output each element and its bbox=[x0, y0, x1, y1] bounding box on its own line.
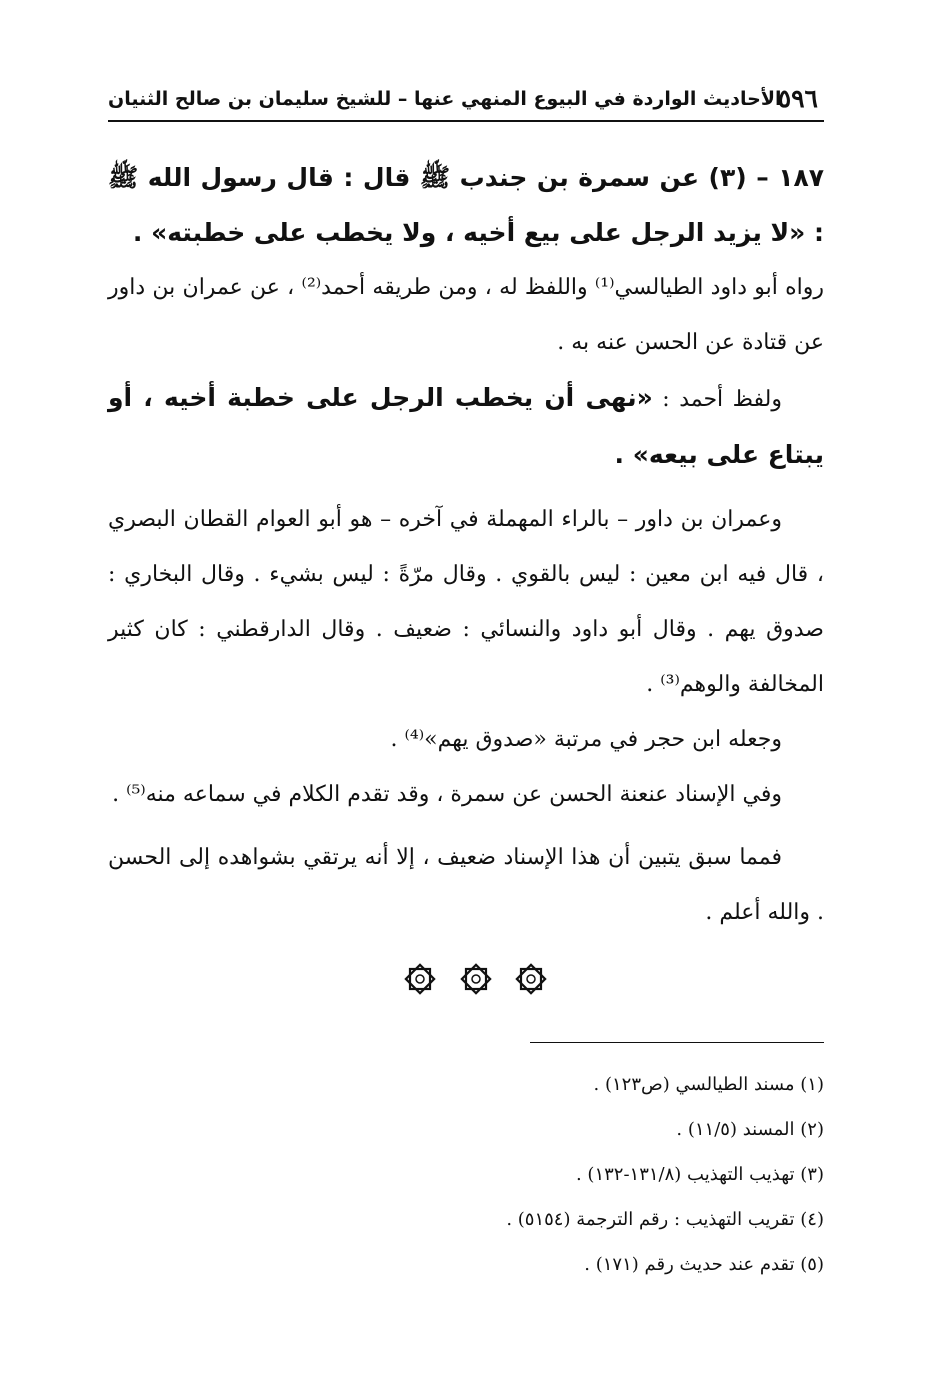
footnote-rule bbox=[530, 1042, 824, 1043]
hadith-line-1: ١٨٧ – (٣) عن سمرة بن جندب ﷺ قال : قال رسول الله ﷺ : «لا يزيد bbox=[108, 163, 824, 247]
ibn-hajar-paragraph: وجعله ابن حجر في مرتبة «صدوق يهم»⁽⁴⁾ . bbox=[390, 727, 782, 752]
page-number: ٥٩٦ bbox=[777, 84, 818, 113]
running-title: الأحاديث الواردة في البيوع المنهي عنها – للشيخ سليمان بن صالح الثنيان bbox=[108, 88, 782, 110]
footnote-5: (٥) تقدم عند حديث رقم (١٧١) . bbox=[584, 1254, 824, 1275]
isnad-paragraph: وفي الإسناد عنعنة الحسن عن سمرة ، وقد تقدم الكلام في سماعه منه⁽⁵⁾ . bbox=[112, 782, 782, 807]
footnote-2: (٢) المسند (١١/٥) . bbox=[676, 1119, 824, 1140]
ahmad-wording-paragraph bbox=[108, 370, 824, 484]
footnote-4: (٤) تقريب التهذيب : رقم الترجمة (٥١٥٤) . bbox=[506, 1209, 824, 1230]
star-ornament-icon bbox=[459, 962, 493, 996]
footnote-3: (٣) تهذيب التهذيب (١٣١/٨-١٣٢) . bbox=[575, 1164, 824, 1185]
ahmad-intro: ولفظ أحمد : bbox=[652, 387, 782, 412]
header-rule bbox=[108, 120, 824, 122]
hadith-line-2: الرجل على بيع أخيه ، ولا يخطب على خطبته» . bbox=[132, 218, 705, 247]
page-header bbox=[108, 82, 824, 122]
narrator-paragraph: وعمران بن داور – بالراء المهملة في آخره – هو أبو العوام القطان البصري ، قال فيه ابن معين : ليس بالقوي . وقال مرّةً : ليس بشيء . وقال البخاري : صدوق يهم . وقال أبو داود والنسائي : ضعيف . وقال الدارقطني : كان كثير المخالفة والوهم⁽³⁾ . bbox=[108, 507, 824, 697]
section-ornament bbox=[0, 962, 951, 1000]
ahmad-hadith-text: «نهى أن يخطب الرجل على خطبة أخيه ، أو يبتاع على بيعه» . bbox=[108, 383, 824, 469]
star-ornament-icon bbox=[514, 962, 548, 996]
main-text bbox=[108, 150, 824, 940]
hadith-text bbox=[108, 150, 824, 260]
narration-paragraph: رواه أبو داود الطيالسي⁽¹⁾ واللفظ له ، ومن طريقه أحمد⁽²⁾ ، عن عمران بن داور عن قتادة عن الحسن عنه به . bbox=[108, 275, 824, 355]
footnote-1: (١) مسند الطيالسي (ص١٢٣) . bbox=[593, 1074, 824, 1095]
conclusion-paragraph: فمما سبق يتبين أن هذا الإسناد ضعيف ، إلا أنه يرتقي بشواهده إلى الحسن . والله أعلم . bbox=[108, 845, 824, 925]
footnotes bbox=[300, 1062, 824, 1287]
star-ornament-icon bbox=[403, 962, 437, 996]
